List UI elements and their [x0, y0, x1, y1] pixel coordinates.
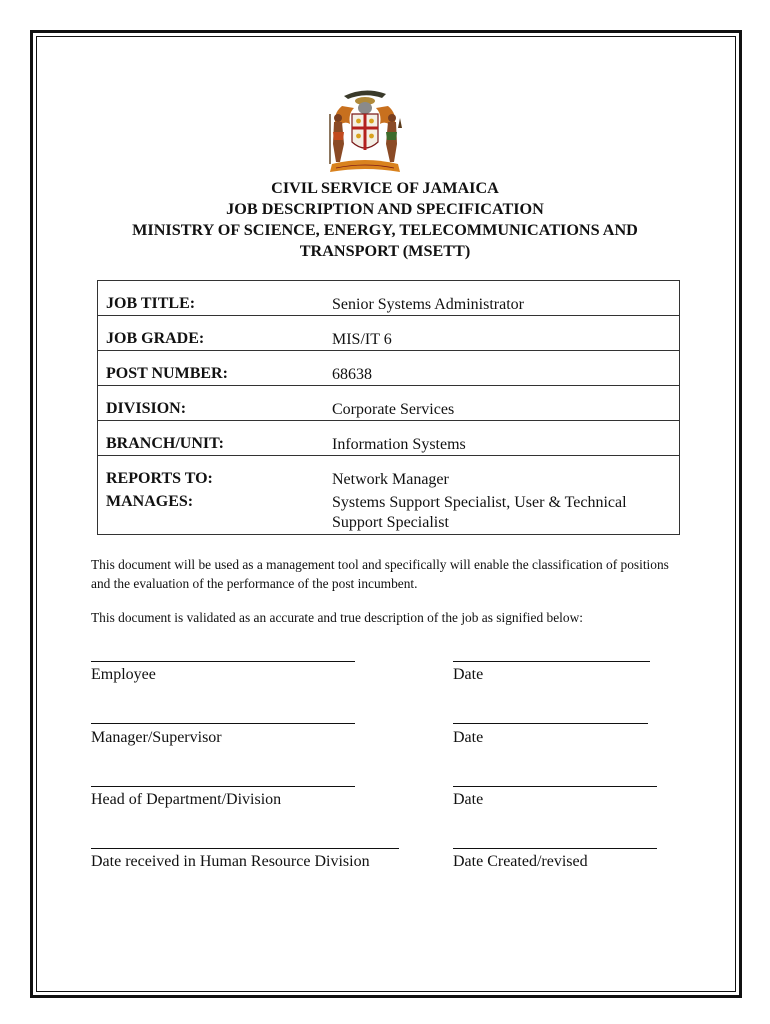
heading-line-2: JOB DESCRIPTION AND SPECIFICATION — [226, 200, 544, 218]
employee-signature-line[interactable] — [91, 661, 355, 662]
reports-to-value: Network Manager — [332, 471, 449, 488]
branch-unit-label: BRANCH/UNIT: — [106, 435, 224, 452]
division-row — [98, 386, 679, 421]
employee-label: Employee — [91, 666, 156, 683]
manager-date-label: Date — [453, 729, 484, 746]
employee-date-label: Date — [453, 666, 484, 683]
heading-line-1: CIVIL SERVICE OF JAMAICA — [271, 179, 499, 197]
head-label: Head of Department/Division — [91, 791, 282, 808]
job-grade-label: JOB GRADE: — [106, 330, 205, 347]
heading-line-4: TRANSPORT (MSETT) — [299, 242, 471, 260]
hr-received-label: Date received in Human Resource Division — [91, 853, 370, 870]
head-date-line[interactable] — [453, 786, 657, 787]
branch-unit-value: Information Systems — [332, 436, 466, 453]
document-heading — [60, 178, 710, 262]
job-title-value: Senior Systems Administrator — [332, 296, 524, 313]
job-grade-row — [98, 316, 679, 351]
post-number-label: POST NUMBER: — [106, 365, 228, 382]
jamaica-coat-of-arms-icon — [322, 84, 408, 176]
manager-date-line[interactable] — [453, 723, 648, 724]
manages-label: MANAGES: — [106, 493, 194, 510]
head-signature-line[interactable] — [91, 786, 355, 787]
job-details-table — [97, 280, 680, 535]
job-title-label: JOB TITLE: — [106, 295, 196, 312]
job-title-row — [98, 281, 679, 316]
manager-signature-line[interactable] — [91, 723, 355, 724]
post-number-value: 68638 — [332, 366, 372, 383]
date-created-line[interactable] — [453, 848, 657, 849]
post-number-row — [98, 351, 679, 386]
purpose-paragraph: This document will be used as a management tool and specifically will enable the classification of positions and the evaluation of the performance of the post incumbent. — [91, 557, 669, 591]
validation-paragraph: This document is validated as an accurate and true description of the job as signified below: — [91, 610, 583, 625]
heading-line-3: MINISTRY OF SCIENCE, ENERGY, TELECOMMUNICATIONS AND — [132, 221, 638, 239]
division-label: DIVISION: — [106, 400, 187, 417]
date-created-label: Date Created/revised — [453, 853, 588, 870]
division-value: Corporate Services — [332, 401, 455, 418]
manages-value: Systems Support Specialist, User & Technical Support Specialist — [332, 494, 627, 531]
branch-unit-row — [98, 421, 679, 456]
reports-to-label: REPORTS TO: — [106, 470, 213, 487]
manager-label: Manager/Supervisor — [91, 729, 222, 746]
head-date-label: Date — [453, 791, 484, 808]
employee-date-line[interactable] — [453, 661, 650, 662]
reporting-row — [98, 456, 679, 536]
hr-received-line[interactable] — [91, 848, 399, 849]
job-grade-value: MIS/IT 6 — [332, 331, 392, 348]
